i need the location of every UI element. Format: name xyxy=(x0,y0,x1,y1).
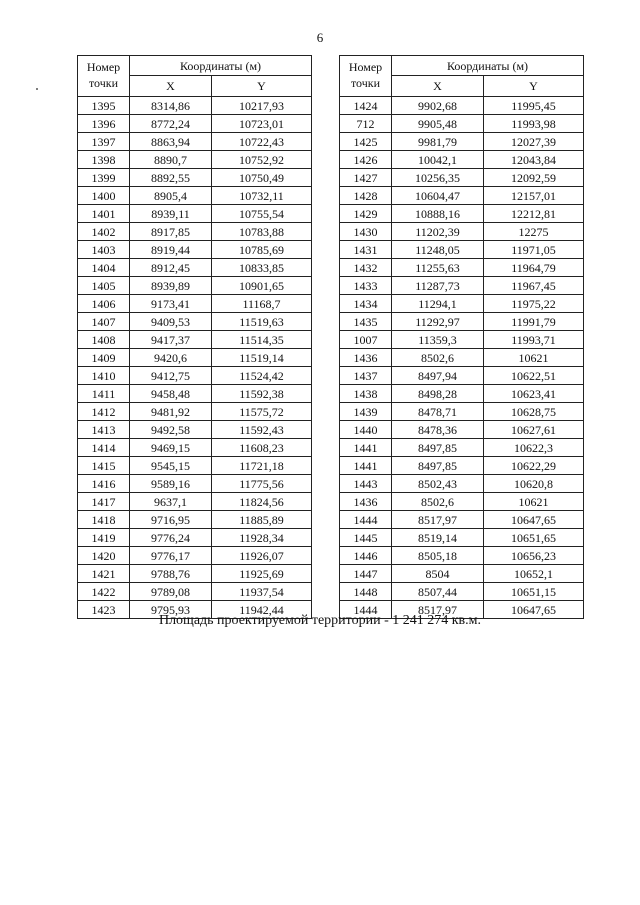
x-coordinate-cell: 9412,75 xyxy=(130,367,212,385)
table-row xyxy=(78,295,312,313)
header-x: X xyxy=(130,76,212,97)
table-row xyxy=(78,97,312,115)
header-x: X xyxy=(392,76,484,97)
y-coordinate-cell: 11721,18 xyxy=(212,457,312,475)
table-row xyxy=(78,313,312,331)
table-row xyxy=(340,529,584,547)
x-coordinate-cell: 8919,44 xyxy=(130,241,212,259)
y-coordinate-cell: 10647,65 xyxy=(484,601,584,619)
table-row xyxy=(340,583,584,601)
y-coordinate-cell: 11971,05 xyxy=(484,241,584,259)
project-area-text: Площадь проектируемой территории - 1 241 274 кв.м. xyxy=(158,613,482,628)
table-row xyxy=(78,565,312,583)
x-coordinate-cell: 9637,1 xyxy=(130,493,212,511)
point-number-cell: 1402 xyxy=(78,223,130,241)
y-coordinate-cell: 10732,11 xyxy=(212,187,312,205)
point-number-cell: 1406 xyxy=(78,295,130,313)
table-row xyxy=(340,511,584,529)
page-number: 6 xyxy=(316,30,324,45)
y-coordinate-cell: 11575,72 xyxy=(212,403,312,421)
point-number-cell: 1401 xyxy=(78,205,130,223)
table-row xyxy=(78,205,312,223)
table-row xyxy=(340,385,584,403)
table-row xyxy=(340,133,584,151)
y-coordinate-cell: 11519,14 xyxy=(212,349,312,367)
table-row xyxy=(78,403,312,421)
y-coordinate-cell: 12157,01 xyxy=(484,187,584,205)
point-number-cell: 1407 xyxy=(78,313,130,331)
table-row xyxy=(340,493,584,511)
y-coordinate-cell: 10651,15 xyxy=(484,583,584,601)
x-coordinate-cell: 9788,76 xyxy=(130,565,212,583)
table-row xyxy=(340,313,584,331)
table-row xyxy=(78,367,312,385)
x-coordinate-cell: 11202,39 xyxy=(392,223,484,241)
x-coordinate-cell: 8917,85 xyxy=(130,223,212,241)
point-number-cell: 1398 xyxy=(78,151,130,169)
y-coordinate-cell: 11926,07 xyxy=(212,547,312,565)
table-row xyxy=(78,133,312,151)
point-number-cell: 1423 xyxy=(78,601,130,619)
point-number-cell: 1400 xyxy=(78,187,130,205)
point-number-cell: 1432 xyxy=(340,259,392,277)
y-coordinate-cell: 10622,51 xyxy=(484,367,584,385)
x-coordinate-cell: 11294,1 xyxy=(392,295,484,313)
x-coordinate-cell: 9492,58 xyxy=(130,421,212,439)
x-coordinate-cell: 9716,95 xyxy=(130,511,212,529)
y-coordinate-cell: 12043,84 xyxy=(484,151,584,169)
point-number-cell: 1404 xyxy=(78,259,130,277)
y-coordinate-cell: 12275 xyxy=(484,223,584,241)
point-number-cell: 1444 xyxy=(340,511,392,529)
y-coordinate-cell: 10752,92 xyxy=(212,151,312,169)
x-coordinate-cell: 8497,94 xyxy=(392,367,484,385)
point-number-cell: 1437 xyxy=(340,367,392,385)
x-coordinate-cell: 11292,97 xyxy=(392,313,484,331)
table-row xyxy=(78,223,312,241)
x-coordinate-cell: 9173,41 xyxy=(130,295,212,313)
y-coordinate-cell: 11993,98 xyxy=(484,115,584,133)
point-number-cell: 1410 xyxy=(78,367,130,385)
y-coordinate-cell: 10783,88 xyxy=(212,223,312,241)
y-coordinate-cell: 12212,81 xyxy=(484,205,584,223)
table-row xyxy=(78,259,312,277)
table-row xyxy=(78,169,312,187)
point-number-cell: 712 xyxy=(340,115,392,133)
y-coordinate-cell: 10620,8 xyxy=(484,475,584,493)
point-number-cell: 1447 xyxy=(340,565,392,583)
x-coordinate-cell: 8507,44 xyxy=(392,583,484,601)
x-coordinate-cell: 9545,15 xyxy=(130,457,212,475)
x-coordinate-cell: 9469,15 xyxy=(130,439,212,457)
y-coordinate-cell: 12027,39 xyxy=(484,133,584,151)
y-coordinate-cell: 10217,93 xyxy=(212,97,312,115)
coordinates-table-right xyxy=(339,55,584,619)
point-number-cell: 1427 xyxy=(340,169,392,187)
x-coordinate-cell: 8772,24 xyxy=(130,115,212,133)
table-row xyxy=(78,331,312,349)
x-coordinate-cell: 11255,63 xyxy=(392,259,484,277)
point-number-cell: 1409 xyxy=(78,349,130,367)
y-coordinate-cell: 11928,34 xyxy=(212,529,312,547)
y-coordinate-cell: 10833,85 xyxy=(212,259,312,277)
table-row xyxy=(340,475,584,493)
point-number-cell: 1420 xyxy=(78,547,130,565)
x-coordinate-cell: 9481,92 xyxy=(130,403,212,421)
x-coordinate-cell: 11248,05 xyxy=(392,241,484,259)
y-coordinate-cell: 11993,71 xyxy=(484,331,584,349)
point-number-cell: 1395 xyxy=(78,97,130,115)
point-number-cell: 1436 xyxy=(340,493,392,511)
point-number-cell: 1435 xyxy=(340,313,392,331)
x-coordinate-cell: 8497,85 xyxy=(392,439,484,457)
point-number-cell: 1444 xyxy=(340,601,392,619)
x-coordinate-cell: 8504 xyxy=(392,565,484,583)
x-coordinate-cell: 9420,6 xyxy=(130,349,212,367)
y-coordinate-cell: 11168,7 xyxy=(212,295,312,313)
table-row xyxy=(78,421,312,439)
table-row xyxy=(340,331,584,349)
table-row xyxy=(78,511,312,529)
table-row xyxy=(340,547,584,565)
x-coordinate-cell: 8892,55 xyxy=(130,169,212,187)
x-coordinate-cell: 9789,08 xyxy=(130,583,212,601)
y-coordinate-cell: 11967,45 xyxy=(484,277,584,295)
table-row xyxy=(78,187,312,205)
y-coordinate-cell: 10750,49 xyxy=(212,169,312,187)
header-point-number: Номер точки xyxy=(340,56,392,97)
y-coordinate-cell: 12092,59 xyxy=(484,169,584,187)
table-row xyxy=(78,151,312,169)
table-row xyxy=(78,457,312,475)
y-coordinate-cell: 10622,3 xyxy=(484,439,584,457)
x-coordinate-cell: 8912,45 xyxy=(130,259,212,277)
table-row xyxy=(78,349,312,367)
y-coordinate-cell: 10722,43 xyxy=(212,133,312,151)
y-coordinate-cell: 11775,56 xyxy=(212,475,312,493)
x-coordinate-cell: 8517,97 xyxy=(392,601,484,619)
y-coordinate-cell: 11608,23 xyxy=(212,439,312,457)
x-coordinate-cell: 8890,7 xyxy=(130,151,212,169)
x-coordinate-cell: 11287,73 xyxy=(392,277,484,295)
y-coordinate-cell: 11937,54 xyxy=(212,583,312,601)
header-point-number: Номер точки xyxy=(78,56,130,97)
x-coordinate-cell: 8497,85 xyxy=(392,457,484,475)
point-number-cell: 1418 xyxy=(78,511,130,529)
table-row xyxy=(340,223,584,241)
y-coordinate-cell: 11964,79 xyxy=(484,259,584,277)
point-number-cell: 1430 xyxy=(340,223,392,241)
y-coordinate-cell: 11942,44 xyxy=(212,601,312,619)
point-number-cell: 1413 xyxy=(78,421,130,439)
y-coordinate-cell: 10628,75 xyxy=(484,403,584,421)
point-number-cell: 1445 xyxy=(340,529,392,547)
x-coordinate-cell: 8502,43 xyxy=(392,475,484,493)
y-coordinate-cell: 11592,43 xyxy=(212,421,312,439)
x-coordinate-cell: 8939,89 xyxy=(130,277,212,295)
y-coordinate-cell: 11514,35 xyxy=(212,331,312,349)
y-coordinate-cell: 11975,22 xyxy=(484,295,584,313)
point-number-cell: 1426 xyxy=(340,151,392,169)
point-number-cell: 1411 xyxy=(78,385,130,403)
header-y: Y xyxy=(484,76,584,97)
table-row xyxy=(78,529,312,547)
header-coordinates: Координаты (м) xyxy=(130,56,312,76)
table-row xyxy=(340,277,584,295)
point-number-cell: 1446 xyxy=(340,547,392,565)
point-number-cell: 1438 xyxy=(340,385,392,403)
x-coordinate-cell: 9776,17 xyxy=(130,547,212,565)
x-coordinate-cell: 8519,14 xyxy=(392,529,484,547)
point-number-cell: 1417 xyxy=(78,493,130,511)
x-coordinate-cell: 9902,68 xyxy=(392,97,484,115)
y-coordinate-cell: 10901,65 xyxy=(212,277,312,295)
x-coordinate-cell: 8478,71 xyxy=(392,403,484,421)
point-number-cell: 1434 xyxy=(340,295,392,313)
table-row xyxy=(340,97,584,115)
table-row xyxy=(78,385,312,403)
y-coordinate-cell: 10755,54 xyxy=(212,205,312,223)
header-y: Y xyxy=(212,76,312,97)
table-row xyxy=(340,295,584,313)
y-coordinate-cell: 11524,42 xyxy=(212,367,312,385)
y-coordinate-cell: 10627,61 xyxy=(484,421,584,439)
point-number-cell: 1405 xyxy=(78,277,130,295)
x-coordinate-cell: 9589,16 xyxy=(130,475,212,493)
table-row xyxy=(78,547,312,565)
point-number-cell: 1431 xyxy=(340,241,392,259)
point-number-cell: 1448 xyxy=(340,583,392,601)
table-row xyxy=(340,115,584,133)
table-row xyxy=(340,403,584,421)
table-row xyxy=(78,583,312,601)
y-coordinate-cell: 10652,1 xyxy=(484,565,584,583)
point-number-cell: 1441 xyxy=(340,439,392,457)
point-number-cell: 1403 xyxy=(78,241,130,259)
x-coordinate-cell: 8498,28 xyxy=(392,385,484,403)
table-row xyxy=(78,277,312,295)
x-coordinate-cell: 8905,4 xyxy=(130,187,212,205)
x-coordinate-cell: 9981,79 xyxy=(392,133,484,151)
table-row xyxy=(78,115,312,133)
y-coordinate-cell: 10656,23 xyxy=(484,547,584,565)
table-row xyxy=(78,241,312,259)
table-row xyxy=(340,259,584,277)
x-coordinate-cell: 9905,48 xyxy=(392,115,484,133)
point-number-cell: 1421 xyxy=(78,565,130,583)
x-coordinate-cell: 10888,16 xyxy=(392,205,484,223)
coordinates-table-left xyxy=(77,55,312,619)
table-row xyxy=(340,241,584,259)
point-number-cell: 1425 xyxy=(340,133,392,151)
x-coordinate-cell: 9795,93 xyxy=(130,601,212,619)
y-coordinate-cell: 10623,41 xyxy=(484,385,584,403)
point-number-cell: 1429 xyxy=(340,205,392,223)
y-coordinate-cell: 10723,01 xyxy=(212,115,312,133)
x-coordinate-cell: 9776,24 xyxy=(130,529,212,547)
table-row xyxy=(340,151,584,169)
point-number-cell: 1419 xyxy=(78,529,130,547)
table-row xyxy=(340,367,584,385)
x-coordinate-cell: 8863,94 xyxy=(130,133,212,151)
x-coordinate-cell: 8505,18 xyxy=(392,547,484,565)
point-number-cell: 1415 xyxy=(78,457,130,475)
point-number-cell: 1428 xyxy=(340,187,392,205)
point-number-cell: 1412 xyxy=(78,403,130,421)
table-row xyxy=(78,475,312,493)
point-number-cell: 1396 xyxy=(78,115,130,133)
table-row xyxy=(340,439,584,457)
table-row xyxy=(340,349,584,367)
x-coordinate-cell: 9417,37 xyxy=(130,331,212,349)
y-coordinate-cell: 10622,29 xyxy=(484,457,584,475)
x-coordinate-cell: 10256,35 xyxy=(392,169,484,187)
table-row xyxy=(340,187,584,205)
point-number-cell: 1443 xyxy=(340,475,392,493)
x-coordinate-cell: 9409,53 xyxy=(130,313,212,331)
x-coordinate-cell: 9458,48 xyxy=(130,385,212,403)
point-number-cell: 1408 xyxy=(78,331,130,349)
y-coordinate-cell: 11519,63 xyxy=(212,313,312,331)
table-row xyxy=(340,565,584,583)
y-coordinate-cell: 10651,65 xyxy=(484,529,584,547)
header-coordinates: Координаты (м) xyxy=(392,56,584,76)
point-number-cell: 1436 xyxy=(340,349,392,367)
point-number-cell: 1433 xyxy=(340,277,392,295)
x-coordinate-cell: 10042,1 xyxy=(392,151,484,169)
y-coordinate-cell: 11925,69 xyxy=(212,565,312,583)
y-coordinate-cell: 11824,56 xyxy=(212,493,312,511)
point-number-cell: 1440 xyxy=(340,421,392,439)
x-coordinate-cell: 8502,6 xyxy=(392,493,484,511)
y-coordinate-cell: 10647,65 xyxy=(484,511,584,529)
point-number-cell: 1422 xyxy=(78,583,130,601)
y-coordinate-cell: 10785,69 xyxy=(212,241,312,259)
point-number-cell: 1439 xyxy=(340,403,392,421)
table-row xyxy=(340,169,584,187)
table-row xyxy=(78,439,312,457)
point-number-cell: 1397 xyxy=(78,133,130,151)
table-row xyxy=(340,457,584,475)
y-coordinate-cell: 11991,79 xyxy=(484,313,584,331)
point-number-cell: 1441 xyxy=(340,457,392,475)
y-coordinate-cell: 10621 xyxy=(484,349,584,367)
x-coordinate-cell: 8478,36 xyxy=(392,421,484,439)
x-coordinate-cell: 8502,6 xyxy=(392,349,484,367)
x-coordinate-cell: 8314,86 xyxy=(130,97,212,115)
y-coordinate-cell: 11592,38 xyxy=(212,385,312,403)
y-coordinate-cell: 11995,45 xyxy=(484,97,584,115)
table-row xyxy=(78,493,312,511)
table-row xyxy=(340,205,584,223)
point-number-cell: 1416 xyxy=(78,475,130,493)
x-coordinate-cell: 10604,47 xyxy=(392,187,484,205)
x-coordinate-cell: 8517,97 xyxy=(392,511,484,529)
table-row xyxy=(340,421,584,439)
x-coordinate-cell: 11359,3 xyxy=(392,331,484,349)
scan-speck xyxy=(36,88,38,90)
y-coordinate-cell: 11885,89 xyxy=(212,511,312,529)
point-number-cell: 1007 xyxy=(340,331,392,349)
x-coordinate-cell: 8939,11 xyxy=(130,205,212,223)
y-coordinate-cell: 10621 xyxy=(484,493,584,511)
point-number-cell: 1399 xyxy=(78,169,130,187)
point-number-cell: 1424 xyxy=(340,97,392,115)
point-number-cell: 1414 xyxy=(78,439,130,457)
